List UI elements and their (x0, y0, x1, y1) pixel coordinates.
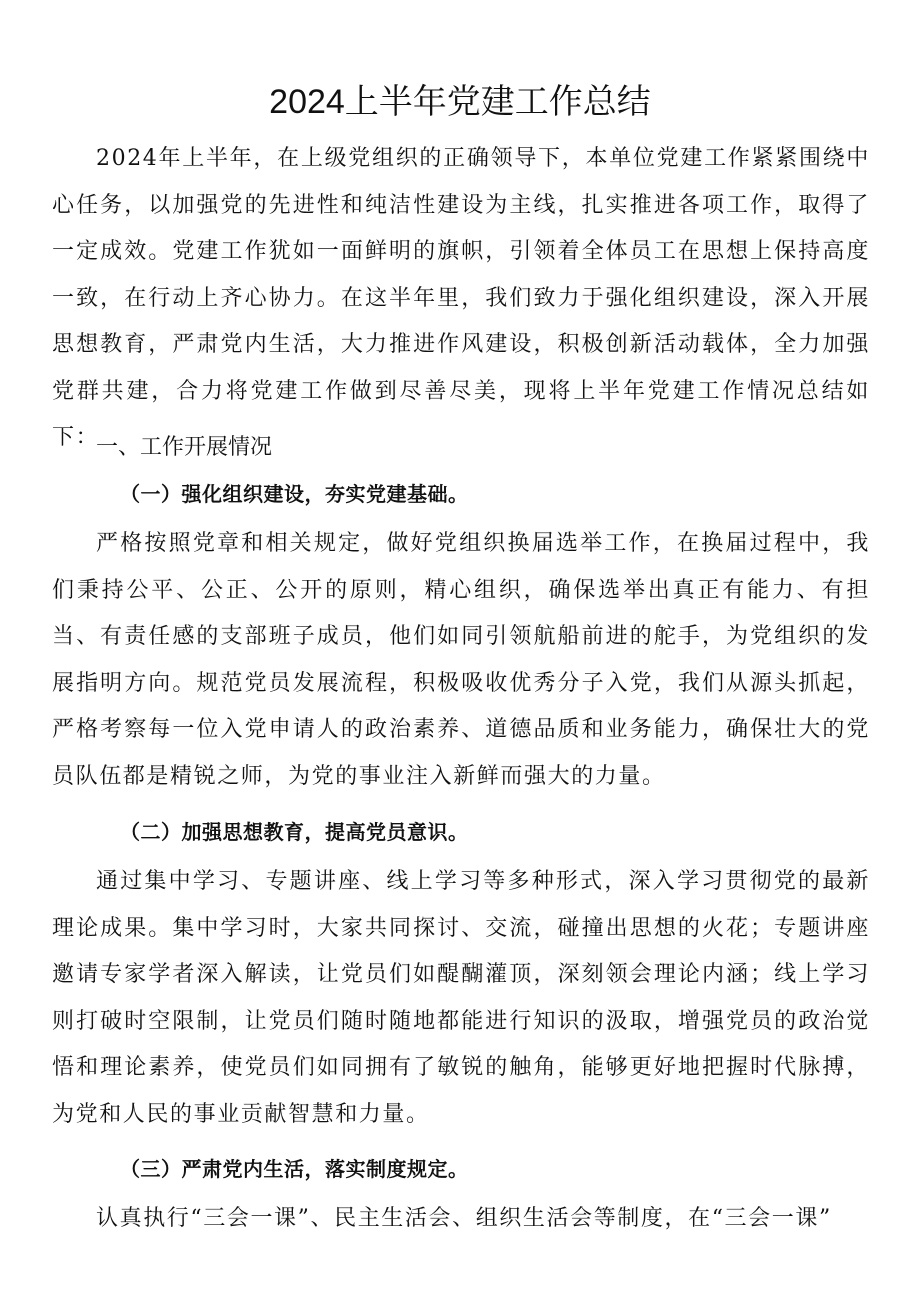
section-heading-work-progress: 一、工作开展情况 (96, 435, 273, 460)
intro-paragraph: 2024年上半年，在上级党组织的正确领导下，本单位党建工作紧紧围绕中心任务，以加强党的先进性和纯洁性建设为主线，扎实推进各项工作，取得了一定成效。党建工作犹如一面鲜明的旗帜，引领着全体员工在思想上保持高度一致，在行动上齐心协力。在这半年里，我们致力于强化组织建设，深入开展思想教育，严肃党内生活，大力推进作风建设，积极创新活动载体，全力加强党群共建，合力将党建工作做到尽善尽美，现将上半年党建工作情况总结如下： (52, 146, 870, 450)
document-title: 2024上半年党建工作总结 (269, 83, 651, 121)
party-life-paragraph: 认真执行“三会一课”、民主生活会、组织生活会等制度，在“三会一课” (96, 1206, 832, 1231)
subsection-heading-party-life: （三）严肃党内生活，落实制度规定。 (120, 1157, 469, 1181)
organization-paragraph: 严格按照党章和相关规定，做好党组织换届选举工作，在换届过程中，我们秉持公平、公正、公开的原则，精心组织，确保选举出真正有能力、有担当、有责任感的支部班子成员，他们如同引领航船前进的舵手，为党组织的发展指明方向。规范党员发展流程，积极吸收优秀分子入党，我们从源头抓起，严格考察每一位入党申请人的政治素养、道德品质和业务能力，确保壮大的党员队伍都是精锐之师，为党的事业注入新鲜而强大的力量。 (52, 531, 870, 789)
education-paragraph: 通过集中学习、专题讲座、线上学习等多种形式，深入学习贯彻党的最新理论成果。集中学习时，大家共同探讨、交流，碰撞出思想的火花；专题讲座邀请专家学者深入解读，让党员们如醍醐灌顶，深刻领会理论内涵；线上学习则打破时空限制，让党员们随时随地都能进行知识的汲取，增强党员的政治觉悟和理论素养，使党员们如同拥有了敏锐的触角，能够更好地把握时代脉搏，为党和人民的事业贡献智慧和力量。 (52, 869, 870, 1127)
subsection-heading-education: （二）加强思想教育，提高党员意识。 (120, 820, 469, 844)
subsection-heading-organization: （一）强化组织建设，夯实党建基础。 (120, 482, 469, 506)
